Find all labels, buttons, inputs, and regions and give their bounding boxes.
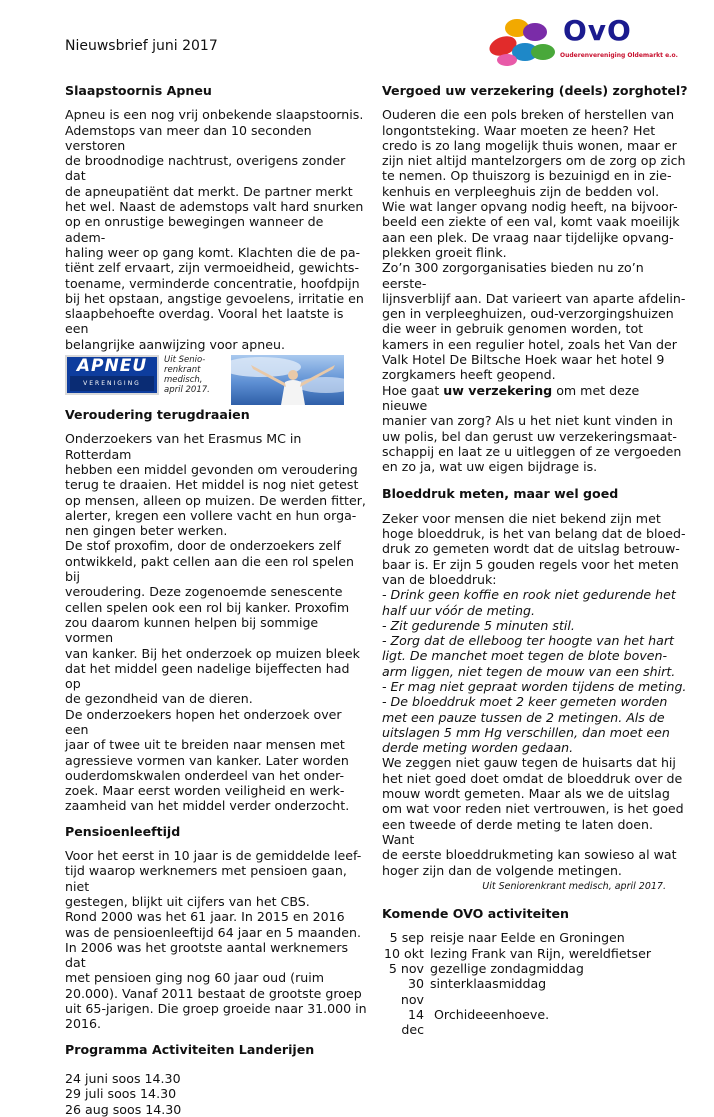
zorghotel-body-2-post: om met deze nieuwe manier van zorg? Als u het niet kunt vinden in uw polis, bel dan gerust uw verzekeringsmaat- schappij en laat ze u uitleggen of ze vergoeden en zo ja, wat uw eigen bijdrage is. — [382, 382, 682, 475]
activity-row — [382, 930, 688, 945]
logo-wordmark: OvO — [563, 14, 632, 47]
logo-subtitle: Ouderenvereniging Oldemarkt e.o. — [560, 52, 678, 59]
bloeddruk-credit: Uit Seniorenkrant medisch, april 2017. — [482, 880, 666, 892]
zorghotel-bold-phrase: uw verzekering — [443, 382, 553, 398]
bloeddruk-rules: - Drink geen koffie en rook niet gedurende het half uur vóór de meting. - Zit gedurende 5 minuten stil. - Zorg dat de elleboog ter hoogte van het hart ligt. De manchet moet tegen de blote boven- arm liggen, niet tegen de mouw van een shirt. - Er mag niet gepraat worden tijdens de meting. - De bloeddruk moet 2 keer gemeten worden met een pauze tussen de 2 metingen. Als de uitslagen 5 mm Hg verschillen, dan moet een derde meting worden gedaan. — [382, 587, 687, 756]
activity-row — [382, 946, 688, 961]
zorghotel-body: Ouderen die een pols breken of herstellen van longontsteking. Waar moeten ze heen? Het credo is zo lang mogelijk thuis wonen, maar er zijn niet altijd mantelzorgers om de zorg op zich te nemen. Op thuiszorg is bezuinigd en in zie- kenhuis en verpleeghuis zijn de bedden vol. Wie wat langer opvang nodig heeft, na bijvoor- beeld een ziekte of een val, komt vaak moeilijk aan een plek. De vraag naar tijdelijke opvang- plekken groeit flink. Zo’n 300 zorgorganisaties bieden nu zo’n eerste- lijnsverblijf aan. Dat varieert van aparte afdelin- gen in verpleeghuizen, oud-verzorgingshuizen die weer in gebruik genomen worden, tot kamers in een regulier hotel, zoals het Van der Valk Hotel De Biltsche Hoek waar het hotel 9 zorgkamers heeft geopend. — [382, 107, 686, 383]
komende-title: Komende OVO activiteiten — [382, 906, 569, 922]
activity-text: lezing Frank van Rijn, wereldfietser — [430, 945, 652, 961]
programma-title: Programma Activiteiten Landerijen — [65, 1041, 315, 1057]
activity-text: Orchideeenhoeve. — [430, 1006, 550, 1022]
apneu-caption: Uit Senio- renkrant medisch, april 2017. — [164, 355, 210, 396]
activity-date: 30 nov — [400, 976, 424, 1007]
programma-item: 26 aug soos 14.30 — [65, 1101, 182, 1117]
person-arms-open-icon — [231, 355, 344, 405]
right-column — [382, 83, 688, 1038]
pensioen-body: Voor het eerst in 10 jaar is de gemiddelde leef- tijd waarop werknemers met pensioen gaan, niet gestegen, blijkt uit cijfers van het CBS. Rond 2000 was het 61 jaar. In 2015 en 2016 was de pensioenleeftijd 64 jaar en 5 maanden. In 2006 was het grootste aantal werknemers dat met pensioen ging nog 60 jaar oud (ruim 20.000). Vanaf 2011 bestaat de grootste groep uit 65-jarigen. Die groep groeide naar 31.000 in 2016. — [65, 848, 367, 1032]
activity-row — [382, 976, 688, 1007]
apneu-logo-text: APNEU — [76, 356, 148, 377]
zorghotel-title: Vergoed uw verzekering (deels) zorghotel? — [382, 83, 688, 98]
activity-row — [382, 961, 688, 976]
activity-date: 14 dec — [401, 1006, 424, 1038]
flower-logo-icon — [483, 12, 563, 68]
programma-item: 24 juni soos 14.30 — [65, 1070, 181, 1086]
programma-item: 29 juli soos 14.30 — [65, 1086, 177, 1102]
sky-person-photo — [231, 355, 344, 405]
apneu-body: Apneu is een nog vrij onbekende slaapstoornis. Ademstops van meer dan 10 seconden verstoren de broodnodige nachtrust, overigens zonder dat de apneupatiënt dat merkt. De partner merkt het wel. Naast de ademstops valt hard snurken op en onrustige bewegingen wanneer de adem- haling weer op gang komt. Klachten die de pa- tiënt zelf ervaart, zijn vermoeidheid, gewichts- toename, verminderde concentratie, hoofdpijn bij het opstaan, angstige gevoelens, irritatie en slaapbehoefte overdag. Vooral het laatste is een belangrijke aanwijzing voor apneu. — [65, 107, 364, 352]
activity-text: gezellige zondagmiddag — [430, 961, 584, 977]
apneu-title: Slaapstoornis Apneu — [65, 83, 212, 98]
left-column — [65, 83, 367, 1117]
apneu-image-row — [65, 355, 367, 403]
zorghotel-body-2-pre: Hoe gaat — [382, 382, 444, 398]
activity-date: 10 okt — [384, 945, 424, 961]
newsletter-title: Nieuwsbrief juni 2017 — [65, 38, 218, 54]
apneu-logo — [65, 355, 159, 395]
activity-text: reisje naar Eelde en Groningen — [430, 930, 625, 946]
bloeddruk-intro: Zeker voor mensen die niet bekend zijn met hoge bloeddruk, is het van belang dat de bloed- druk zo gemeten wordt dat de uitslag betrouw- baar is. Er zijn 5 gouden regels voor het meten van de bloeddruk: — [382, 510, 686, 587]
activity-date: 5 nov — [388, 961, 424, 977]
apneu-logo-sub: VERENIGING — [70, 376, 154, 391]
activity-text: sinterklaasmiddag — [430, 976, 547, 992]
zorghotel-body-2 — [382, 383, 688, 475]
bloeddruk-title: Bloeddruk meten, maar wel goed — [382, 486, 619, 502]
pensioen-title: Pensioenleeftijd — [65, 823, 181, 839]
activity-row — [382, 1007, 688, 1038]
veroudering-title: Veroudering terugdraaien — [65, 407, 250, 423]
bloeddruk-outro: We zeggen niet gauw tegen de huisarts dat hij het niet goed doet omdat de bloeddruk over de mouw wordt gemeten. Maar als we de uitslag om wat voor reden niet vertrouwen, is het goed een tweede of derde meting te laten doen. Want de eerste bloeddrukmeting kan sowieso al wat hoger zijn dan de volgende metingen. — [382, 755, 684, 878]
activity-date: 5 sep — [389, 930, 424, 946]
veroudering-body: Onderzoekers van het Erasmus MC in Rotterdam hebben een middel gevonden om veroudering terug te draaien. Het middel is nog niet getest op mensen, alleen op muizen. De werden fitter, alerter, kregen een vollere vacht en hun orga- nen gingen beter werken. De stof proxofim, door de onderzoekers zelf ontwikkeld, pakt cellen aan die een rol spelen bij veroudering. Deze zogenoemde senescente cellen spelen ook een rol bij kanker. Proxofim zou daarom kunnen helpen bij sommige vormen van kanker. Bij het onderzoek op muizen bleek dat het middel geen nadelige bijeffecten had op de gezondheid van de dieren. De onderzoekers hopen het onderzoek over een jaar of twee uit te breiden naar mensen met agressieve vormen van kanker. Later worden ouderdomskwalen onderdeel van het onder- zoek. Maar eerst worden veiligheid en werk- zaamheid van het middel verder onderzocht. — [65, 431, 366, 814]
